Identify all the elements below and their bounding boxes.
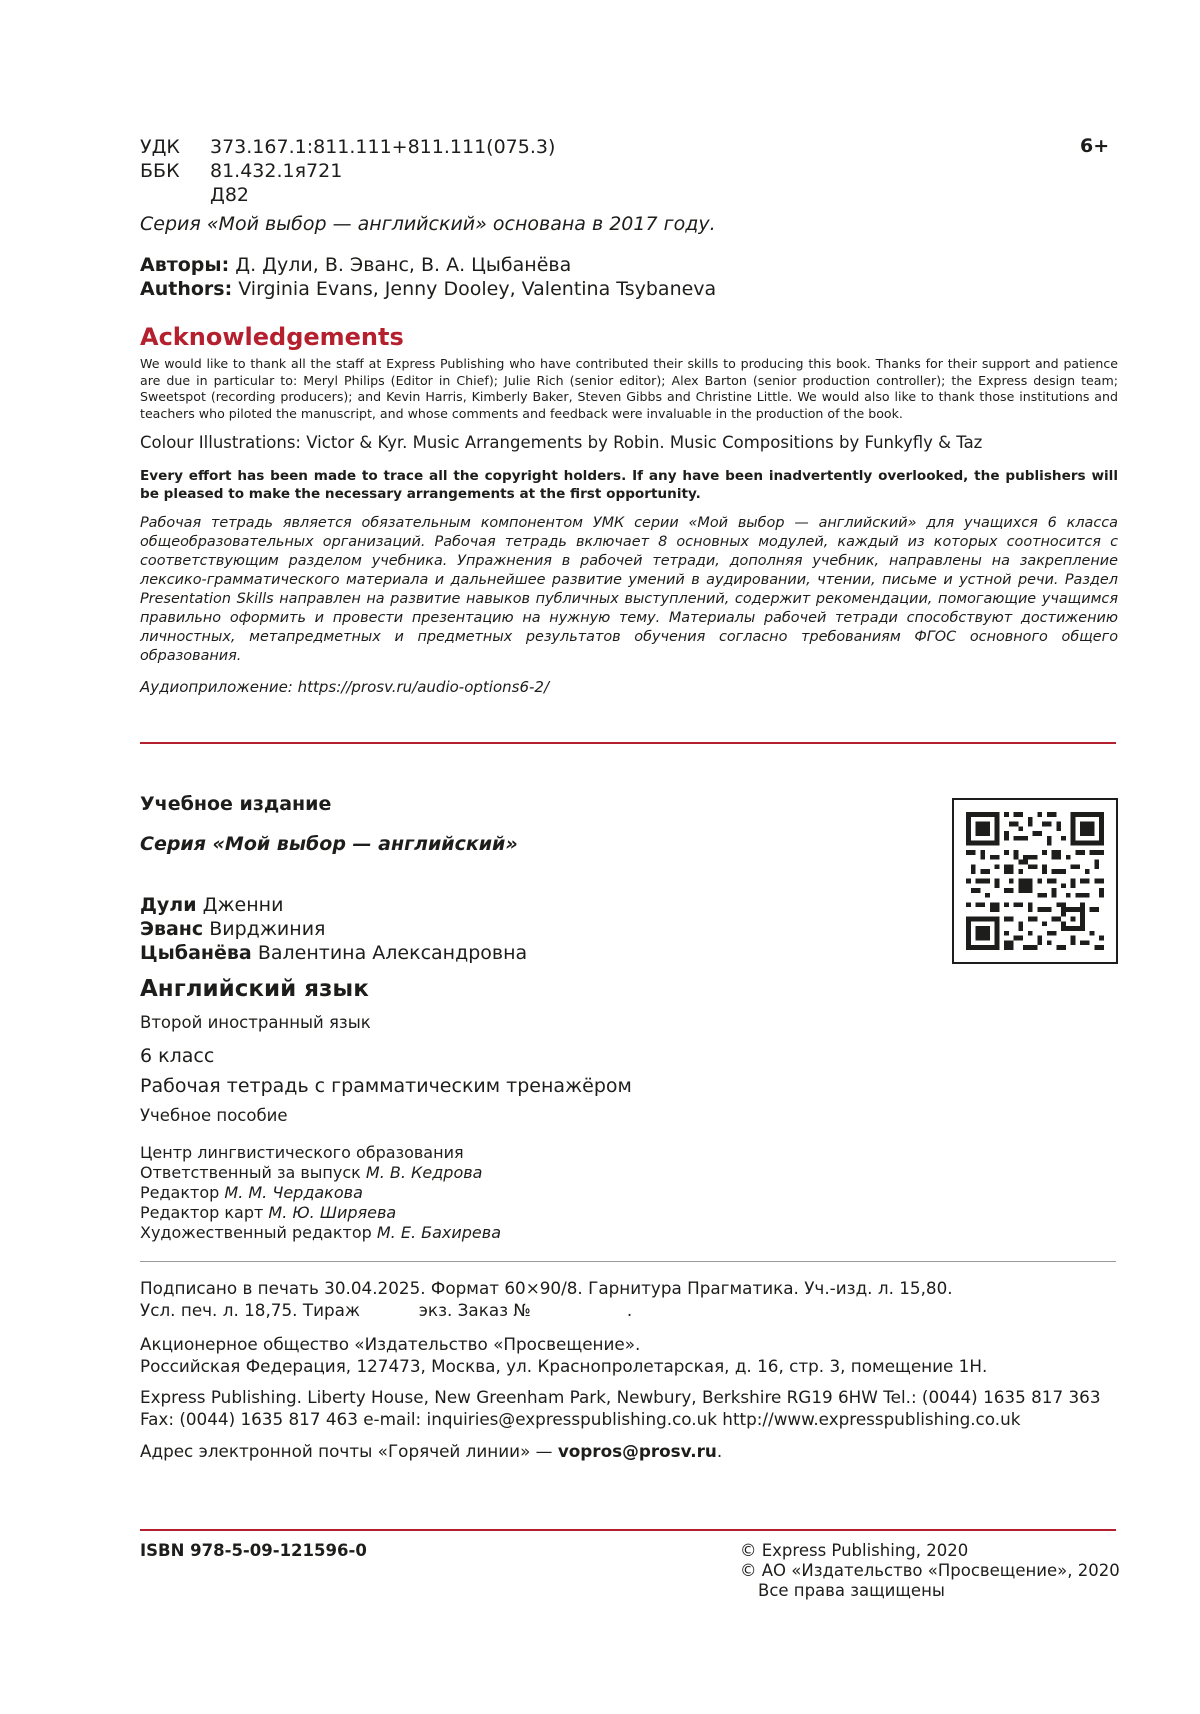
hotline-email[interactable]: vopros@prosv.ru xyxy=(557,1441,717,1461)
author-surname: Цыбанёва xyxy=(140,942,252,964)
hotline xyxy=(140,1441,722,1461)
acknowledgements-text: We would like to thank all the staff at Express Publishing who have contributed their skills to producing this book. Thanks for their support and patience are due in particular to: Meryl Philips (Editor in Chief); Julie Rich (senior editor); Alex Barton (senior production controller); the Express design team; Sweetspot (recording producers); and Kevin Harris, Kimberly Baker, Steven Gibbs and Christine Little. We would also like to thank those institutions and teachers who piloted the manuscript, and whose comments and feedback were invaluable in the production of the book. xyxy=(140,356,1118,421)
credit-name: М. В. Кедрова xyxy=(365,1163,483,1182)
audio-link[interactable]: Аудиоприложение: https://prosv.ru/audio-options6-2/ xyxy=(140,678,549,696)
publisher-line-2: Российская Федерация, 127473, Москва, ул. Краснопролетарская, д. 16, стр. 3, помещение 1Н. xyxy=(140,1356,988,1376)
credit-role: Редактор карт xyxy=(140,1203,264,1222)
all-rights: Все права защищены xyxy=(758,1581,945,1600)
divider-red xyxy=(140,742,1116,744)
illustrations-credit: Colour Illustrations: Victor & Kyr. Music Arrangements by Robin. Music Compositions by Funkyfly & Taz xyxy=(140,433,983,452)
publisher-line-1: Акционерное общество «Издательство «Просвещение». xyxy=(140,1334,641,1354)
author-given: Вирджиния xyxy=(209,918,326,940)
credit-line xyxy=(140,1163,501,1183)
hotline-label: Адрес электронной почты «Горячей линии» — xyxy=(140,1441,558,1461)
divider-gray xyxy=(140,1261,1116,1262)
authors-en-value: Virginia Evans, Jenny Dooley, Valentina Tsybaneva xyxy=(238,278,717,300)
edition-type: Учебное издание xyxy=(140,793,332,815)
grade: 6 класс xyxy=(140,1045,215,1067)
divider-red-bottom xyxy=(140,1529,1116,1531)
author-surname: Эванс xyxy=(140,918,204,940)
series-founded: Серия «Мой выбор — английский» основана в 2017 году. xyxy=(140,213,716,235)
print-details xyxy=(140,1277,953,1321)
authors-ru xyxy=(140,253,716,277)
author-name-1 xyxy=(140,893,527,917)
copyright-prosv: © АО «Издательство «Просвещение», 2020 xyxy=(740,1561,1120,1580)
credits-block xyxy=(140,1143,501,1243)
express-line-2: Fax: (0044) 1635 817 463 e-mail: inquiries@expresspublishing.co.uk http://www.expresspublishing.co.uk xyxy=(140,1409,1021,1429)
authors-en xyxy=(140,277,716,301)
credit-role: Редактор xyxy=(140,1183,220,1202)
hotline-end: . xyxy=(716,1441,723,1461)
isbn: ISBN 978-5-09-121596-0 xyxy=(140,1541,367,1560)
workbook-title: Рабочая тетрадь с грамматическим тренажёром xyxy=(140,1075,632,1097)
credit-role: Художественный редактор xyxy=(140,1223,372,1242)
second-language: Второй иностранный язык xyxy=(140,1013,371,1032)
credit-name: М. Ю. Ширяева xyxy=(268,1203,397,1222)
author-surname: Дули xyxy=(140,894,197,916)
copyright-block xyxy=(740,1541,1120,1601)
author-given: Дженни xyxy=(202,894,284,916)
book-description: Рабочая тетрадь является обязательным компонентом УМК серии «Мой выбор — английский» для учащихся 6 класса общеобразовательных организаций. Рабочая тетрадь включает 8 основных модулей, каждый из которых соотносится с соответствующим разделом учебника. Упражнения в рабочей тетради, дополняя учебник, направлены на закрепление лексико-грамматического материала и дальнейшее развитие умений в аудировании, чтении, письме и устной речи. Раздел Presentation Skills направлен на развитие навыков публичных выступлений, содержит рекомендации, помогающие учащимся правильно оформить и провести презентацию на нужную тему. Материалы рабочей тетради способствуют достижению личностных, метапредметных и предметных результатов обучения согласно требованиям ФГОС основного общего образования. xyxy=(140,515,1118,664)
qr-code-icon[interactable] xyxy=(952,798,1118,964)
print-line-2: Усл. печ. л. 18,75. Тираж экз. Заказ № . xyxy=(140,1300,633,1320)
bbk-value: 81.432.1я721 xyxy=(210,160,343,182)
authors-block xyxy=(140,253,716,301)
copyright-express: © Express Publishing, 2020 xyxy=(740,1541,969,1560)
author-name-2 xyxy=(140,917,527,941)
authors-ru-label: Авторы: xyxy=(140,254,230,276)
authors-full-names xyxy=(140,893,527,965)
bbk-row xyxy=(140,159,555,183)
publisher-address xyxy=(140,1333,987,1377)
age-rating: 6+ xyxy=(1080,135,1110,157)
center-name: Центр лингвистического образования xyxy=(140,1143,464,1162)
express-line-1: Express Publishing. Liberty House, New Greenham Park, Newbury, Berkshire RG19 6HW Tel.: (0044) 1635 817 363 xyxy=(140,1387,1101,1407)
udk-row xyxy=(140,135,555,159)
express-address xyxy=(140,1386,1101,1430)
bbk-label: ББК xyxy=(140,160,180,182)
credit-role: Ответственный за выпуск xyxy=(140,1163,361,1182)
authors-ru-value: Д. Дули, В. Эванс, В. А. Цыбанёва xyxy=(235,254,572,276)
acknowledgements-title: Acknowledgements xyxy=(140,323,404,351)
series-name: Серия «Мой выбор — английский» xyxy=(140,833,518,855)
credit-name: М. Е. Бахирева xyxy=(376,1223,501,1242)
credit-name: М. М. Чердакова xyxy=(224,1183,363,1202)
print-line-1: Подписано в печать 30.04.2025. Формат 60×90/8. Гарнитура Прагматика. Уч.-изд. л. 15,80. xyxy=(140,1278,953,1298)
author-mark-row xyxy=(140,183,555,207)
credit-line xyxy=(140,1183,501,1203)
credit-line xyxy=(140,1203,501,1223)
author-given: Валентина Александровна xyxy=(257,942,528,964)
credit-line xyxy=(140,1223,501,1243)
copyright-note: Every effort has been made to trace all the copyright holders. If any have been inadvertently overlooked, the publishers will be pleased to make the necessary arrangements at the first opportunity. xyxy=(140,468,1118,502)
classification-block xyxy=(140,135,555,207)
udk-label: УДК xyxy=(140,136,180,158)
subject-title: Английский язык xyxy=(140,976,369,1002)
author-name-3 xyxy=(140,941,527,965)
manual-type: Учебное пособие xyxy=(140,1106,288,1125)
author-mark: Д82 xyxy=(210,184,250,206)
udk-value: 373.167.1:811.111+811.111(075.3) xyxy=(210,136,556,158)
authors-en-label: Authors: xyxy=(140,278,233,300)
